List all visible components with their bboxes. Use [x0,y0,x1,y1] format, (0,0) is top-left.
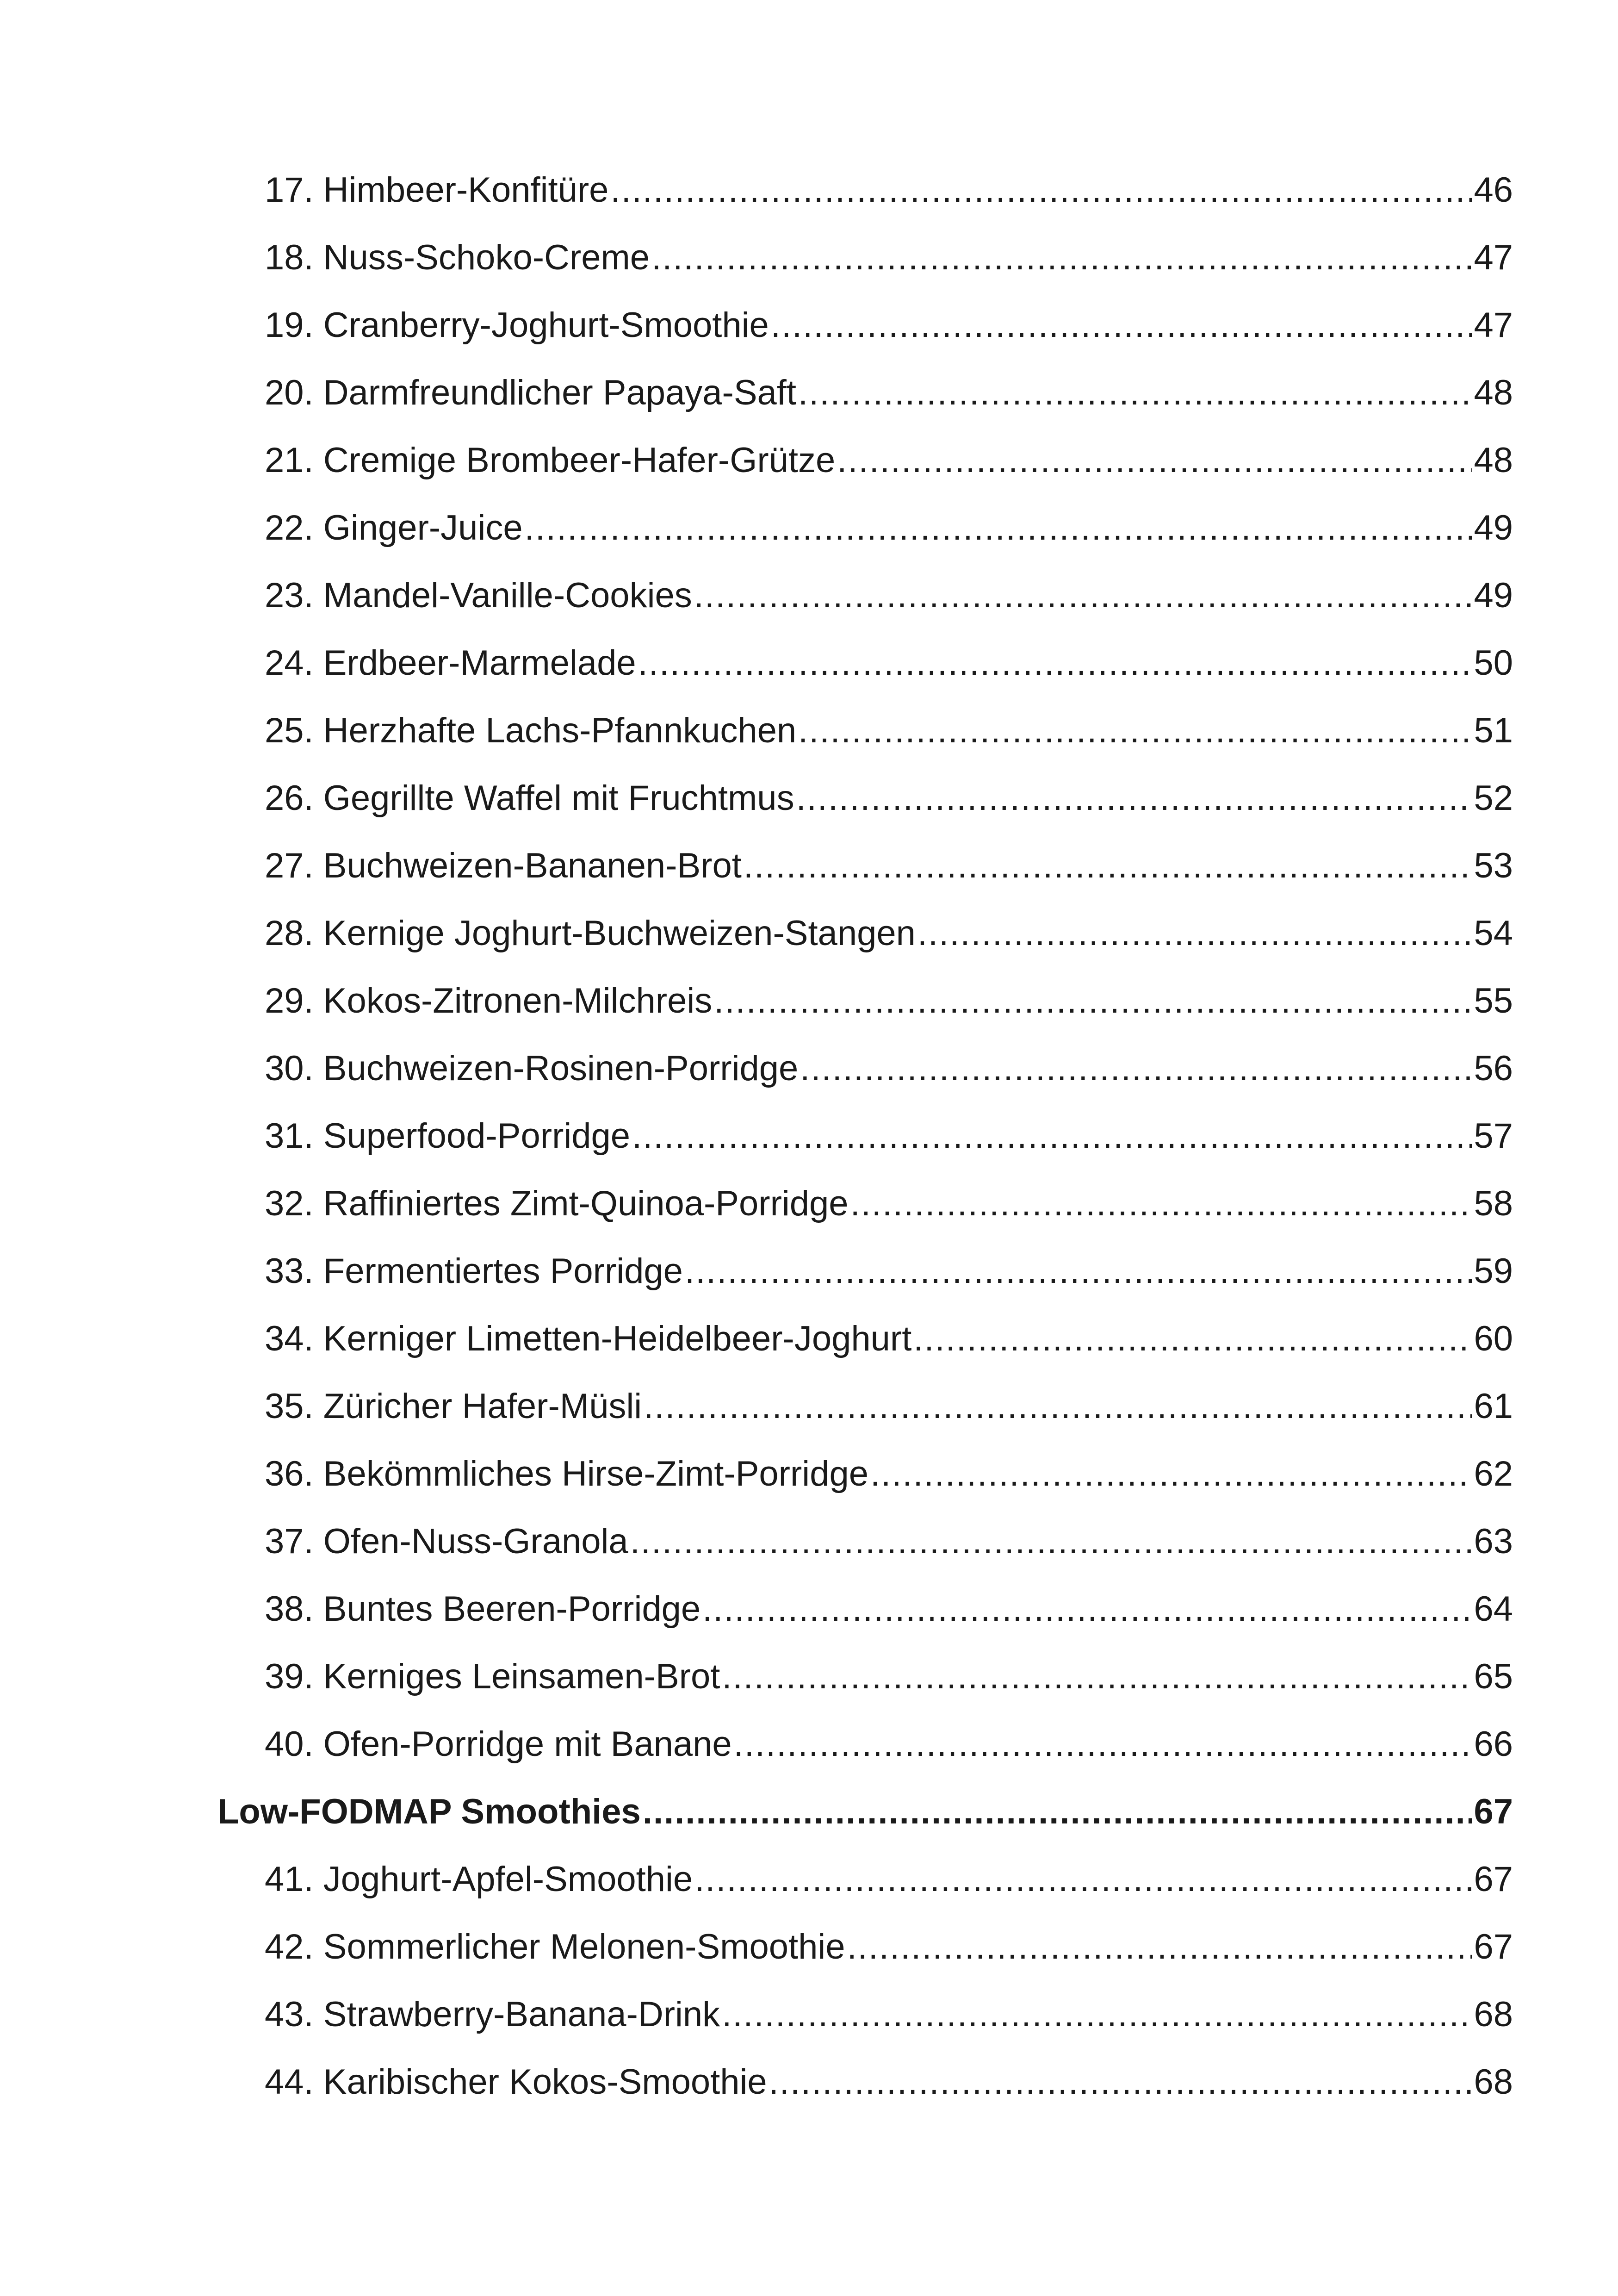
toc-dot-leader [796,766,1472,831]
toc-dot-leader [702,1577,1472,1642]
toc-dot-leader [694,563,1472,628]
toc-dot-leader [685,1239,1472,1304]
toc-dot-leader [798,361,1472,425]
toc-dot-leader [847,1915,1472,1979]
toc-dot-leader [744,834,1472,898]
toc-entry[interactable] [265,969,1513,1033]
toc-dot-leader [525,496,1472,560]
toc-entry-page: 51 [1474,711,1513,750]
toc-entry-page: 60 [1474,1319,1513,1358]
toc-entry[interactable] [265,631,1513,696]
toc-entry-title: 23. Mandel-Vanille-Cookies [265,576,692,615]
toc-entry-page: 62 [1474,1454,1513,1493]
toc-entry-page: 66 [1474,1724,1513,1764]
toc-entry[interactable] [265,361,1513,425]
toc-entry-title: 41. Joghurt-Apfel-Smoothie [265,1860,693,1899]
toc-entry-page: 54 [1474,914,1513,953]
toc-dot-leader [722,1982,1472,2047]
toc-dot-leader [632,1104,1472,1169]
toc-dot-leader [722,1644,1472,1709]
toc-entry-page: 47 [1474,305,1513,345]
toc-entry-title: 33. Fermentiertes Porridge [265,1251,683,1291]
toc-entry[interactable] [265,766,1513,831]
toc-dot-leader [610,158,1472,223]
toc-entry-title: 18. Nuss-Schoko-Creme [265,238,650,277]
toc-entry-title: 37. Ofen-Nuss-Granola [265,1522,628,1561]
toc-entry[interactable] [265,901,1513,966]
toc-entry-page: 68 [1474,2062,1513,2102]
toc-entry[interactable] [265,1036,1513,1101]
toc-entry-title: 43. Strawberry-Banana-Drink [265,1995,720,2034]
toc-entry[interactable] [265,698,1513,763]
toc-entry[interactable] [265,1644,1513,1709]
toc-entry-page: 59 [1474,1251,1513,1291]
toc-entry[interactable] [265,2050,1513,2115]
toc-entry[interactable] [265,428,1513,493]
toc-entry-page: 63 [1474,1522,1513,1561]
toc-entry[interactable] [265,1307,1513,1371]
toc-entry-page: 49 [1474,508,1513,548]
toc-dot-leader [734,1712,1472,1777]
toc-entry-page: 53 [1474,846,1513,885]
toc-section-page: 67 [1474,1792,1513,1831]
toc-entry[interactable] [265,834,1513,898]
toc-dot-leader [913,1307,1472,1371]
toc-entry-title: 24. Erdbeer-Marmelade [265,643,636,683]
toc-entry-page: 56 [1474,1049,1513,1088]
toc-entry[interactable] [265,496,1513,560]
toc-entry-title: 32. Raffiniertes Zimt-Quinoa-Porridge [265,1184,849,1223]
toc-dot-leader [798,698,1472,763]
toc-dot-leader [769,2050,1472,2115]
toc-entry[interactable] [265,1712,1513,1777]
toc-entry-page: 67 [1474,1927,1513,1966]
toc-entry-title: 35. Züricher Hafer-Müsli [265,1387,642,1426]
toc-entry-title: 21. Cremige Brombeer-Hafer-Grütze [265,441,836,480]
toc-section-heading[interactable] [217,1780,1513,1844]
toc-entry-page: 58 [1474,1184,1513,1223]
toc-dot-leader [643,1780,1472,1844]
toc-entry[interactable] [265,158,1513,223]
toc-dot-leader [837,428,1472,493]
toc-entry-page: 52 [1474,778,1513,818]
toc-entry-page: 67 [1474,1860,1513,1899]
toc-entry[interactable] [265,1509,1513,1574]
toc-entry[interactable] [265,1982,1513,2047]
toc-entry[interactable] [265,1915,1513,1979]
toc-entry-title: 20. Darmfreundlicher Papaya-Saft [265,373,797,412]
toc-entry-title: 19. Cranberry-Joghurt-Smoothie [265,305,769,345]
toc-entry-title: 44. Karibischer Kokos-Smoothie [265,2062,767,2102]
toc-entry-page: 64 [1474,1589,1513,1629]
toc-dot-leader [917,901,1472,966]
toc-entry[interactable] [265,1847,1513,1912]
toc-entry-title: 34. Kerniger Limetten-Heidelbeer-Joghurt [265,1319,912,1358]
toc-dot-leader [771,293,1472,358]
toc-entry-title: 42. Sommerlicher Melonen-Smoothie [265,1927,845,1966]
toc-dot-leader [630,1509,1472,1574]
toc-entry-title: 17. Himbeer-Konfitüre [265,170,609,210]
toc-entry-page: 46 [1474,170,1513,210]
toc-entry-title: 25. Herzhafte Lachs-Pfannkuchen [265,711,797,750]
toc-dot-leader [638,631,1472,696]
toc-entry[interactable] [265,293,1513,358]
toc-dot-leader [644,1374,1472,1439]
toc-entry-page: 49 [1474,576,1513,615]
toc-entry-page: 68 [1474,1995,1513,2034]
toc-entry[interactable] [265,1239,1513,1304]
toc-entry-page: 57 [1474,1116,1513,1156]
toc-entry[interactable] [265,1577,1513,1642]
toc-entry-title: 26. Gegrillte Waffel mit Fruchtmus [265,778,794,818]
toc-entry-page: 48 [1474,373,1513,412]
toc-entry-title: 31. Superfood-Porridge [265,1116,631,1156]
toc-entry-title: 27. Buchweizen-Bananen-Brot [265,846,742,885]
toc-entry-title: 30. Buchweizen-Rosinen-Porridge [265,1049,799,1088]
toc-entry-title: 22. Ginger-Juice [265,508,523,548]
toc-dot-leader [714,969,1472,1033]
toc-entry-page: 48 [1474,441,1513,480]
toc-dot-leader [694,1847,1472,1912]
toc-entry-page: 47 [1474,238,1513,277]
toc-entry-page: 61 [1474,1387,1513,1426]
toc-dot-leader [651,225,1472,290]
toc-section-title: Low-FODMAP Smoothies [217,1792,641,1831]
toc-dot-leader [870,1442,1472,1506]
toc-entry-page: 55 [1474,981,1513,1020]
toc-dot-leader [800,1036,1472,1101]
toc-entry-title: 40. Ofen-Porridge mit Banane [265,1724,732,1764]
toc-entry-page: 50 [1474,643,1513,683]
toc-entry-title: 39. Kerniges Leinsamen-Brot [265,1657,720,1696]
toc-entry-page: 65 [1474,1657,1513,1696]
toc-entry-title: 36. Bekömmliches Hirse-Zimt-Porridge [265,1454,868,1493]
toc-dot-leader [850,1171,1472,1236]
toc-entry[interactable] [265,1171,1513,1236]
toc-entry-title: 38. Buntes Beeren-Porridge [265,1589,701,1629]
toc-entry[interactable] [265,225,1513,290]
toc-entry[interactable] [265,1104,1513,1169]
toc-entry[interactable] [265,563,1513,628]
toc-entry-title: 29. Kokos-Zitronen-Milchreis [265,981,713,1020]
toc-entry[interactable] [265,1442,1513,1506]
toc-entry[interactable] [265,1374,1513,1439]
toc-entry-title: 28. Kernige Joghurt-Buchweizen-Stangen [265,914,916,953]
